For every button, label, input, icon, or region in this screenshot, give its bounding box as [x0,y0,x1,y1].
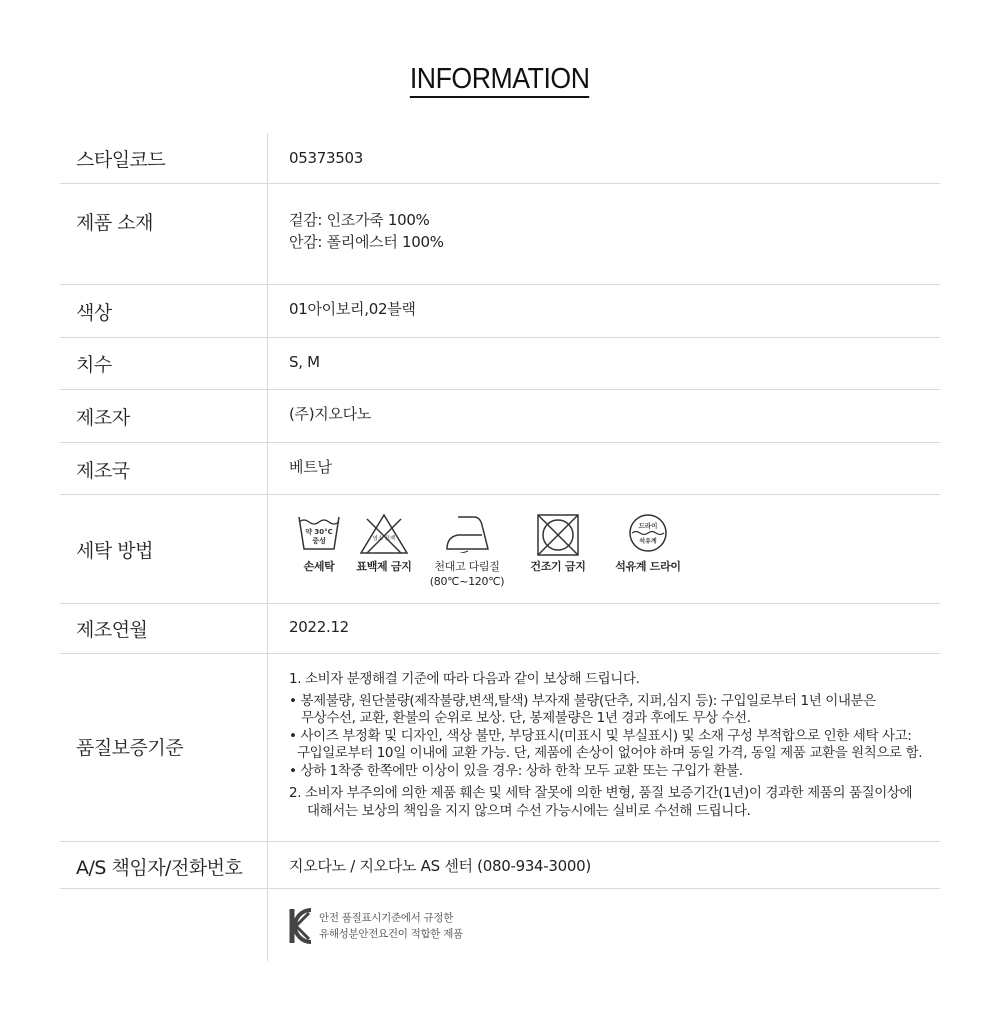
warranty-b2a: • 사이즈 부정확 및 디자인, 색상 불만, 부당표시(미표시 및 부실표시) 및 소재 구성 부적합으로 인한 세탁 사고: [289,727,912,744]
hand-wash-temp: 약 30°C [305,528,333,536]
row-as [60,842,940,889]
no-bleach-icon [353,513,415,574]
hand-wash-icon [289,513,349,574]
warranty-b3: • 상하 1착중 한쪽에만 이상이 있을 경우: 상하 한착 모두 교환 또는 구입가 환불. [289,762,743,779]
size-value: S, M [289,353,320,371]
no-bleach-caption: 표백제 금지 [356,560,412,573]
iron-icon [429,513,505,589]
as-label: A/S 책임자/전화번호 [76,857,243,879]
country-value: 베트남 [289,458,332,476]
row-warranty [60,654,940,842]
dry-clean-caption: 석유계 드라이 [615,560,681,573]
style-code-label: 스타일코드 [76,149,166,171]
row-size [60,338,940,390]
color-value: 01아이보리,02블랙 [289,300,416,318]
color-label: 색상 [76,302,112,324]
row-style-code [60,133,940,184]
maker-label: 제조자 [76,407,130,429]
material-label: 제품 소재 [76,212,153,234]
row-material [60,184,940,285]
page-title: INFORMATION [410,62,590,98]
warranty-b1a: • 봉제불량, 원단불량(제작불량,변색,탈색) 부자재 불량(단추, 지퍼,심지 등): 구입일로부터 1년 이내분은 [289,692,876,709]
row-color [60,285,940,338]
warranty-p2a: 2. 소비자 부주의에 의한 제품 훼손 및 세탁 잘못에 의한 변형, 품질 보증기간(1년)이 경과한 제품의 품질이상에 [289,785,913,801]
hand-wash-neutral: 중성 [312,537,326,545]
kc-text [319,910,463,942]
warranty-p2b: 대해서는 보상의 책임을 지지 않으며 수선 가능시에는 실비로 수선해 드립니다. [307,802,751,819]
size-label: 치수 [76,354,112,376]
dry-clean-top: 드라이 [638,522,658,530]
warranty-text [289,671,939,820]
row-kc [60,889,940,961]
country-label: 제조국 [76,460,130,482]
wash-label: 세탁 방법 [76,540,153,562]
kc-logo-icon [289,907,317,945]
row-wash [60,495,940,604]
dry-clean-mid: 석유계 [639,538,657,545]
hand-wash-caption: 손세탁 [303,560,335,573]
no-tumble-dry-icon [527,513,589,574]
no-bleach-inner: 염소 표백 [372,536,396,542]
dry-clean-icon [611,513,685,574]
style-code-value: 05373503 [289,149,363,167]
as-value: 지오다노 / 지오다노 AS 센터 (080-934-3000) [289,857,591,875]
kc-line2: 유해성분안전요건이 적합한 제품 [319,928,463,940]
no-tumble-dry-caption: 건조기 금지 [530,560,586,573]
row-date [60,604,940,654]
material-value [289,209,444,253]
iron-caption: 천대고 다림질 [434,560,500,573]
date-value: 2022.12 [289,618,349,636]
warranty-p1: 1. 소비자 분쟁해결 기준에 따라 다음과 같이 보상해 드립니다. [289,671,640,687]
material-outer: 겉감: 인조가죽 100% [289,211,430,229]
row-country [60,443,940,495]
page-title-wrap [0,62,1000,98]
row-maker [60,390,940,443]
warranty-label: 품질보증기준 [76,737,184,759]
info-table [60,133,940,961]
warranty-b2b: 구입일로부터 10일 이내에 교환 가능. 단, 제품에 손상이 없어야 하며 동일 가격, 동일 제품 교환을 원칙으로 함. [297,745,923,761]
date-label: 제조연월 [76,619,148,641]
kc-line1: 안전 품질표시기준에서 규정한 [319,912,454,924]
maker-value: (주)지오다노 [289,405,372,423]
warranty-b1b: 무상수선, 교환, 환불의 순위로 보상. 단, 봉제불량은 1년 경과 후에도 무상 수선. [301,710,751,726]
material-lining: 안감: 폴리에스터 100% [289,233,444,251]
wash-icons [289,513,709,593]
iron-temp-caption: (80℃~120℃) [429,575,505,588]
kc-mark [289,907,463,949]
